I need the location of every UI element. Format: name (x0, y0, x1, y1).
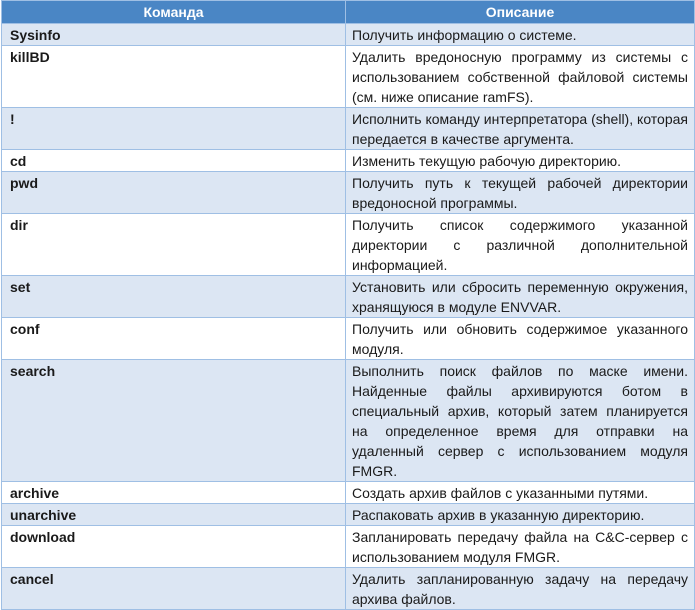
description-cell: Распаковать архив в указанную директорию. (346, 504, 695, 526)
table-row (2, 504, 695, 526)
table-row (2, 318, 695, 360)
description-cell: Получить путь к текущей рабочей директории вредоносной программы. (346, 172, 695, 214)
table-row (2, 150, 695, 172)
command-cell: search (2, 360, 346, 482)
description-cell: Изменить текущую рабочую директорию. (346, 150, 695, 172)
command-cell: set (2, 276, 346, 318)
command-cell: unarchive (2, 504, 346, 526)
command-cell: pwd (2, 172, 346, 214)
command-cell: cancel (2, 568, 346, 610)
description-cell: Выполнить поиск файлов по маске имени. Найденные файлы архивируются ботом в специальный архив, который затем планируется на определенное время для отправки на удаленный сервер с использованием модуля FMGR. (346, 360, 695, 482)
command-cell: killBD (2, 46, 346, 108)
table-row (2, 214, 695, 276)
command-cell: archive (2, 482, 346, 504)
description-cell: Установить или сбросить переменную окружения, хранящуюся в модуле ENVVAR. (346, 276, 695, 318)
description-cell: Удалить запланированную задачу на передачу архива файлов. (346, 568, 695, 610)
description-cell: Получить или обновить содержимое указанного модуля. (346, 318, 695, 360)
description-cell: Получить список содержимого указанной директории с различной дополнительной информацией. (346, 214, 695, 276)
header-description: Описание (346, 1, 695, 24)
table-row (2, 172, 695, 214)
table-row (2, 108, 695, 150)
header-command: Команда (2, 1, 346, 24)
description-cell: Получить информацию о системе. (346, 24, 695, 46)
table-row (2, 360, 695, 482)
description-cell: Удалить вредоносную программу из системы с использованием собственной файловой системы (см. ниже описание ramFS). (346, 46, 695, 108)
table-row (2, 482, 695, 504)
table-header-row (2, 1, 695, 24)
command-cell: download (2, 526, 346, 568)
description-cell: Запланировать передачу файла на C&C-сервер с использованием модуля FMGR. (346, 526, 695, 568)
commands-table (1, 0, 695, 610)
command-cell: conf (2, 318, 346, 360)
command-cell: Sysinfo (2, 24, 346, 46)
table-row (2, 46, 695, 108)
table-row (2, 24, 695, 46)
table-row (2, 276, 695, 318)
description-cell: Создать архив файлов с указанными путями. (346, 482, 695, 504)
table-row (2, 526, 695, 568)
description-cell: Исполнить команду интерпретатора (shell), которая передается в качестве аргумента. (346, 108, 695, 150)
command-cell: ! (2, 108, 346, 150)
command-cell: dir (2, 214, 346, 276)
command-cell: cd (2, 150, 346, 172)
